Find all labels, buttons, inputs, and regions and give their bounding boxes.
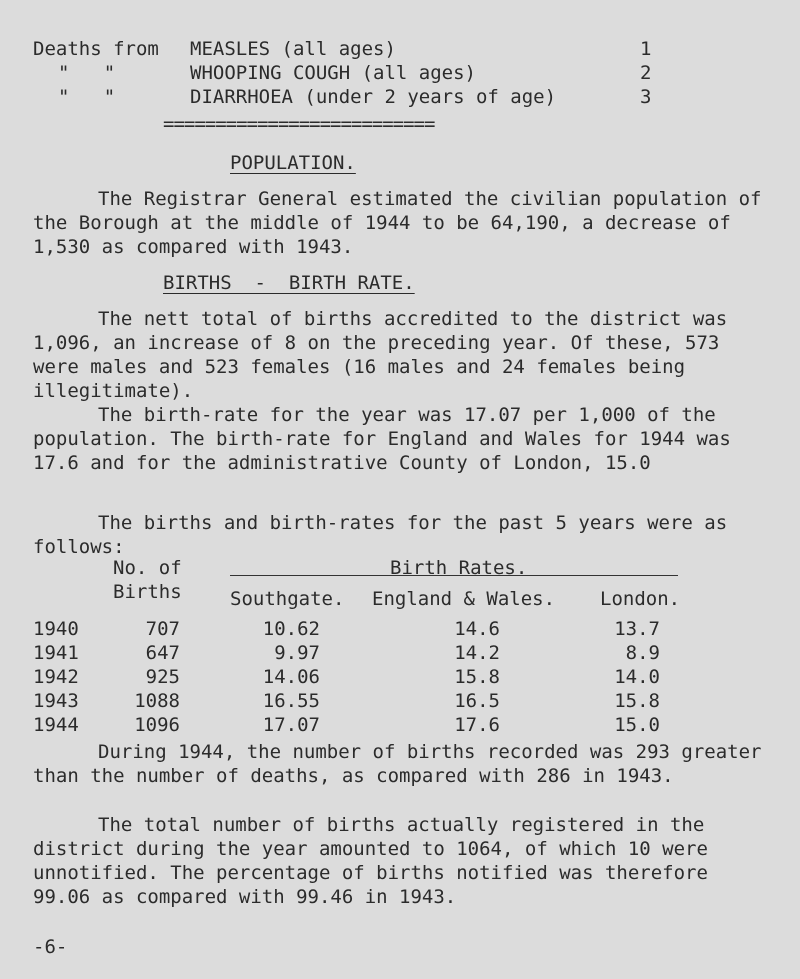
row-england: 16.5 [454,690,500,712]
row-births: 707 [145,618,180,640]
row-year: 1940 [33,618,79,640]
row-year: 1944 [33,714,79,736]
row-england: 14.6 [454,618,500,640]
deaths-prefix: " " [58,86,116,108]
header-rule [230,575,678,576]
row-london: 15.0 [614,714,660,736]
col-header-births-1: No. of [113,557,182,579]
row-southgate: 14.06 [262,666,320,688]
population-heading: POPULATION. [230,152,356,174]
deaths-comparison-paragraph: During 1944, the number of births recorded was 293 greater than the number of deaths, as compared with 286 in 1943. [33,741,762,787]
deaths-cause: DIARRHOEA (under 2 years of age) [190,86,557,108]
row-england: 17.6 [454,714,500,736]
row-births: 1088 [134,690,180,712]
row-england: 15.8 [454,666,500,688]
births-paragraph-1: The nett total of births accredited to the district was 1,096, an increase of 8 on the preceding year. Of these, 573 were males and 523 females (16 males and 24 females being illegitimate). [33,308,728,402]
population-text: The Registrar General estimated the civilian population of the Borough at the middle of 1944 to be 64,190, a decrease of 1,530 as compared with 1943. [33,188,762,258]
row-southgate: 10.62 [262,618,320,640]
deaths-cause: WHOOPING COUGH (all ages) [190,62,476,84]
row-births: 647 [145,642,180,664]
col-header-england: England & Wales. [372,588,556,610]
col-header-london: London. [600,588,681,610]
row-england: 14.2 [454,642,500,664]
row-london: 13.7 [614,618,660,640]
deaths-prefix: " " [58,62,116,84]
row-london: 8.9 [625,642,660,664]
births-heading: BIRTHS - BIRTH RATE. [163,272,415,294]
row-southgate: 17.07 [262,714,320,736]
row-year: 1943 [33,690,79,712]
registration-paragraph: The total number of births actually registered in the district during the year amounted to 1064, of which 10 were unnotified. The percentage of births notified was therefore 99.06 as compared with 99.46 in 1943. [33,814,708,908]
row-southgate: 9.97 [274,642,320,664]
row-year: 1942 [33,666,79,688]
separator-line: ========================== [163,113,435,135]
row-year: 1941 [33,642,79,664]
row-births: 925 [145,666,180,688]
deaths-count: 2 [640,62,652,84]
col-header-birth-rates: Birth Rates. [390,557,528,579]
row-southgate: 16.55 [262,690,320,712]
row-births: 1096 [134,714,180,736]
deaths-cause: MEASLES (all ages) [190,38,396,60]
deaths-count: 3 [640,86,652,108]
row-london: 15.8 [614,690,660,712]
col-header-southgate: Southgate. [230,588,345,610]
deaths-count: 1 [640,38,652,60]
births-paragraph-2: The birth-rate for the year was 17.07 per 1,000 of the population. The birth-rate for England and Wales for 1944 was 17.6 and for the administrative County of London, 15.0 [33,404,731,474]
births-paragraph-3: The births and birth-rates for the past 5 years were as follows: [33,512,728,558]
page-number: -6- [33,936,68,958]
deaths-prefix: Deaths from [33,38,159,60]
row-london: 14.0 [614,666,660,688]
col-header-births-2: Births [113,581,182,603]
